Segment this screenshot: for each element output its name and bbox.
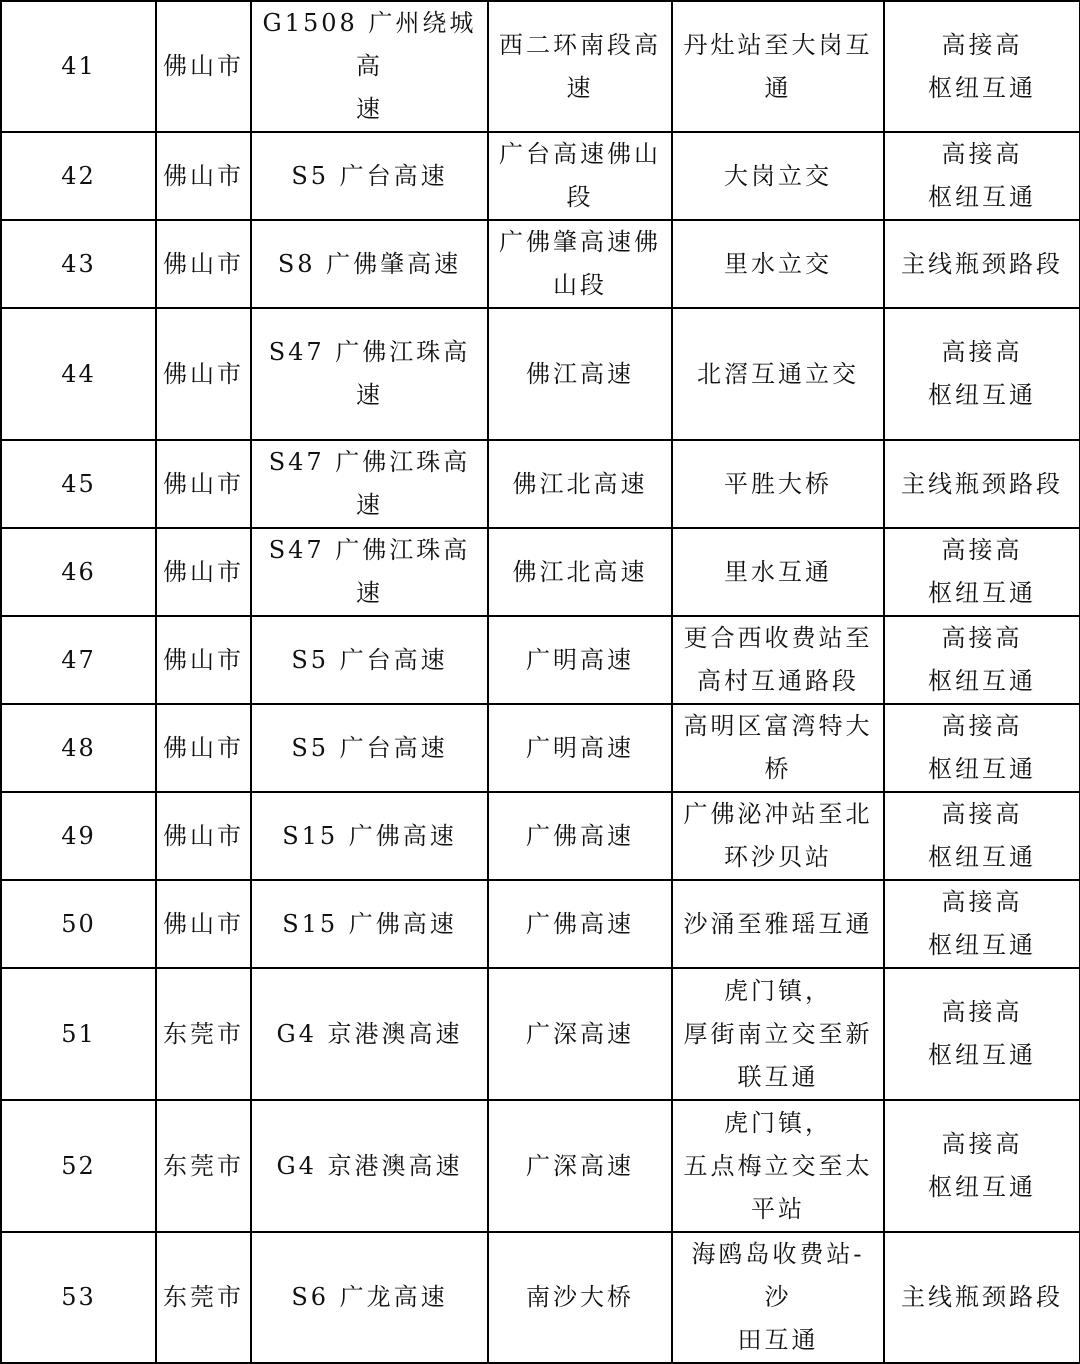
cell-line: 枢纽互通: [928, 755, 1036, 783]
cell-city: 佛山市: [156, 1, 251, 132]
cell-line: S5 广台高速: [291, 733, 448, 762]
cell-road: [251, 1232, 488, 1363]
cell-number: 42: [1, 132, 156, 220]
cell-number: 41: [1, 1, 156, 132]
cell-line: 高接高: [941, 30, 1023, 59]
cell-type: [884, 220, 1080, 308]
table-row: [1, 1, 1080, 132]
table-row: [1, 440, 1080, 528]
cell-line: 枢纽互通: [928, 73, 1036, 102]
cell-line: 高村互通路段: [697, 667, 859, 695]
cell-road: [251, 132, 488, 220]
cell-line: 高接高: [941, 888, 1023, 916]
table-row: [1, 704, 1080, 792]
cell-city: 佛山市: [156, 528, 251, 616]
table-row: [1, 880, 1080, 968]
cell-location: [672, 1100, 884, 1232]
cell-type: [884, 308, 1080, 440]
cell-line: 通: [764, 73, 792, 102]
cell-line: S47 广佛江珠高速: [268, 536, 471, 607]
cell-line: 高接高: [941, 1130, 1023, 1158]
cell-section: [488, 1232, 672, 1363]
cell-line: 厚街南立交至新: [683, 1019, 873, 1048]
cell-line: 高接高: [941, 712, 1023, 740]
cell-line: 主线瓶颈路段: [901, 249, 1063, 278]
table-row: [1, 1232, 1080, 1363]
cell-line: 田互通: [737, 1326, 819, 1354]
cell-number: 44: [1, 308, 156, 440]
cell-line: 广佛泌冲站至北: [683, 800, 873, 828]
cell-type: [884, 132, 1080, 220]
cell-number: 48: [1, 704, 156, 792]
cell-road: [251, 440, 488, 528]
cell-line: 广明高速: [526, 733, 634, 762]
cell-line: 桥: [764, 755, 792, 783]
cell-line: 枢纽互通: [928, 931, 1036, 959]
cell-section: [488, 968, 672, 1100]
cell-line: 佛江北高速: [512, 557, 648, 586]
table-body: [1, 1, 1080, 1363]
cell-line: 速: [566, 73, 594, 102]
cell-city: 佛山市: [156, 440, 251, 528]
cell-type: [884, 1232, 1080, 1363]
table-row: [1, 220, 1080, 308]
cell-road: [251, 880, 488, 968]
cell-line: 里水立交: [724, 249, 832, 278]
cell-line: 枢纽互通: [928, 381, 1036, 409]
cell-city: 佛山市: [156, 704, 251, 792]
cell-type: [884, 704, 1080, 792]
cell-section: [488, 1100, 672, 1232]
cell-line: 广佛高速: [526, 909, 634, 938]
cell-type: [884, 968, 1080, 1100]
cell-road: [251, 968, 488, 1100]
cell-section: [488, 704, 672, 792]
table-row: [1, 968, 1080, 1100]
cell-road: [251, 704, 488, 792]
cell-line: 速: [356, 95, 383, 123]
cell-type: [884, 880, 1080, 968]
cell-line: S8 广佛肇高速: [277, 249, 462, 278]
cell-line: G1508 广州绕城高: [262, 9, 477, 80]
cell-number: 50: [1, 880, 156, 968]
cell-section: [488, 880, 672, 968]
cell-line: 海鸥岛收费站-沙: [691, 1240, 865, 1311]
cell-road: [251, 792, 488, 880]
cell-number: 43: [1, 220, 156, 308]
cell-location: [672, 968, 884, 1100]
cell-line: 广佛肇高速佛: [499, 228, 661, 256]
cell-line: 高接高: [941, 338, 1023, 366]
cell-line: 高接高: [941, 998, 1023, 1026]
cell-location: [672, 308, 884, 440]
cell-line: 枢纽互通: [928, 1041, 1036, 1069]
cell-city: 佛山市: [156, 880, 251, 968]
cell-road: [251, 1, 488, 132]
cell-city: 佛山市: [156, 308, 251, 440]
cell-line: 广佛高速: [526, 821, 634, 850]
cell-road: [251, 616, 488, 704]
cell-section: [488, 220, 672, 308]
cell-city: 东莞市: [156, 1100, 251, 1232]
cell-line: 枢纽互通: [928, 1173, 1036, 1201]
cell-line: 环沙贝站: [724, 843, 832, 871]
cell-number: 46: [1, 528, 156, 616]
cell-line: 枢纽互通: [928, 579, 1036, 607]
cell-line: 平站: [751, 1194, 805, 1223]
cell-number: 53: [1, 1232, 156, 1363]
cell-line: 广明高速: [526, 645, 634, 674]
cell-line: 联互通: [737, 1062, 819, 1091]
cell-type: [884, 1, 1080, 132]
cell-type: [884, 528, 1080, 616]
cell-line: S47 广佛江珠高速: [268, 448, 471, 519]
cell-line: S15 广佛高速: [282, 821, 457, 850]
cell-number: 51: [1, 968, 156, 1100]
cell-number: 47: [1, 616, 156, 704]
cell-road: [251, 220, 488, 308]
cell-road: [251, 308, 488, 440]
cell-location: [672, 1, 884, 132]
cell-line: 北滘互通立交: [697, 359, 859, 388]
cell-line: S5 广台高速: [291, 645, 448, 674]
cell-line: 更合西收费站至: [683, 624, 873, 652]
cell-line: 高接高: [941, 140, 1023, 168]
cell-line: 丹灶站至大岗互: [683, 30, 873, 59]
cell-line: 高明区富湾特大: [683, 712, 873, 740]
cell-location: [672, 616, 884, 704]
cell-line: S6 广龙高速: [291, 1283, 448, 1311]
table-row: [1, 792, 1080, 880]
cell-section: [488, 132, 672, 220]
cell-section: [488, 792, 672, 880]
cell-line: G4 京港澳高速: [276, 1019, 463, 1048]
cell-type: [884, 440, 1080, 528]
cell-line: 广深高速: [526, 1151, 634, 1180]
cell-line: 广深高速: [526, 1019, 634, 1048]
cell-location: [672, 1232, 884, 1363]
cell-line: 五点梅立交至太: [683, 1151, 873, 1180]
cell-line: S5 广台高速: [291, 161, 448, 190]
cell-line: 虎门镇，: [724, 976, 832, 1005]
cell-location: [672, 132, 884, 220]
cell-line: 西二环南段高: [499, 30, 661, 59]
cell-number: 49: [1, 792, 156, 880]
cell-road: [251, 1100, 488, 1232]
table-row: [1, 1100, 1080, 1232]
cell-type: [884, 1100, 1080, 1232]
cell-type: [884, 792, 1080, 880]
cell-line: S47 广佛江珠高速: [268, 338, 471, 409]
table-row: [1, 528, 1080, 616]
cell-line: 枢纽互通: [928, 667, 1036, 695]
cell-section: [488, 440, 672, 528]
cell-number: 52: [1, 1100, 156, 1232]
cell-type: [884, 616, 1080, 704]
cell-road: [251, 528, 488, 616]
cell-line: 虎门镇，: [724, 1108, 832, 1137]
cell-city: 佛山市: [156, 220, 251, 308]
cell-city: 东莞市: [156, 968, 251, 1100]
cell-line: S15 广佛高速: [282, 909, 457, 938]
cell-line: 枢纽互通: [928, 183, 1036, 211]
cell-location: [672, 704, 884, 792]
cell-line: 广台高速佛山: [499, 140, 661, 168]
cell-line: 佛江北高速: [512, 469, 648, 498]
cell-line: 高接高: [941, 800, 1023, 828]
table-row: [1, 132, 1080, 220]
cell-location: [672, 440, 884, 528]
cell-section: [488, 528, 672, 616]
cell-line: 里水互通: [724, 557, 832, 586]
cell-location: [672, 528, 884, 616]
table-row: [1, 616, 1080, 704]
cell-line: 段: [566, 183, 594, 211]
cell-line: 主线瓶颈路段: [901, 469, 1063, 498]
cell-line: 南沙大桥: [526, 1283, 634, 1311]
cell-line: 高接高: [941, 624, 1023, 652]
table-row: [1, 308, 1080, 440]
cell-city: 佛山市: [156, 792, 251, 880]
cell-line: 平胜大桥: [724, 469, 832, 498]
cell-city: 东莞市: [156, 1232, 251, 1363]
cell-location: [672, 792, 884, 880]
cell-line: 佛江高速: [526, 359, 634, 388]
cell-line: 大岗立交: [724, 161, 832, 190]
cell-line: G4 京港澳高速: [276, 1151, 463, 1180]
cell-line: 枢纽互通: [928, 843, 1036, 871]
cell-number: 45: [1, 440, 156, 528]
cell-location: [672, 220, 884, 308]
cell-section: [488, 1, 672, 132]
cell-location: [672, 880, 884, 968]
cell-line: 山段: [553, 271, 607, 299]
cell-line: 沙涌至雅瑶互通: [683, 909, 873, 938]
cell-line: 主线瓶颈路段: [901, 1283, 1063, 1311]
cell-city: 佛山市: [156, 616, 251, 704]
cell-city: 佛山市: [156, 132, 251, 220]
cell-section: [488, 308, 672, 440]
cell-line: 高接高: [941, 536, 1023, 564]
cell-section: [488, 616, 672, 704]
